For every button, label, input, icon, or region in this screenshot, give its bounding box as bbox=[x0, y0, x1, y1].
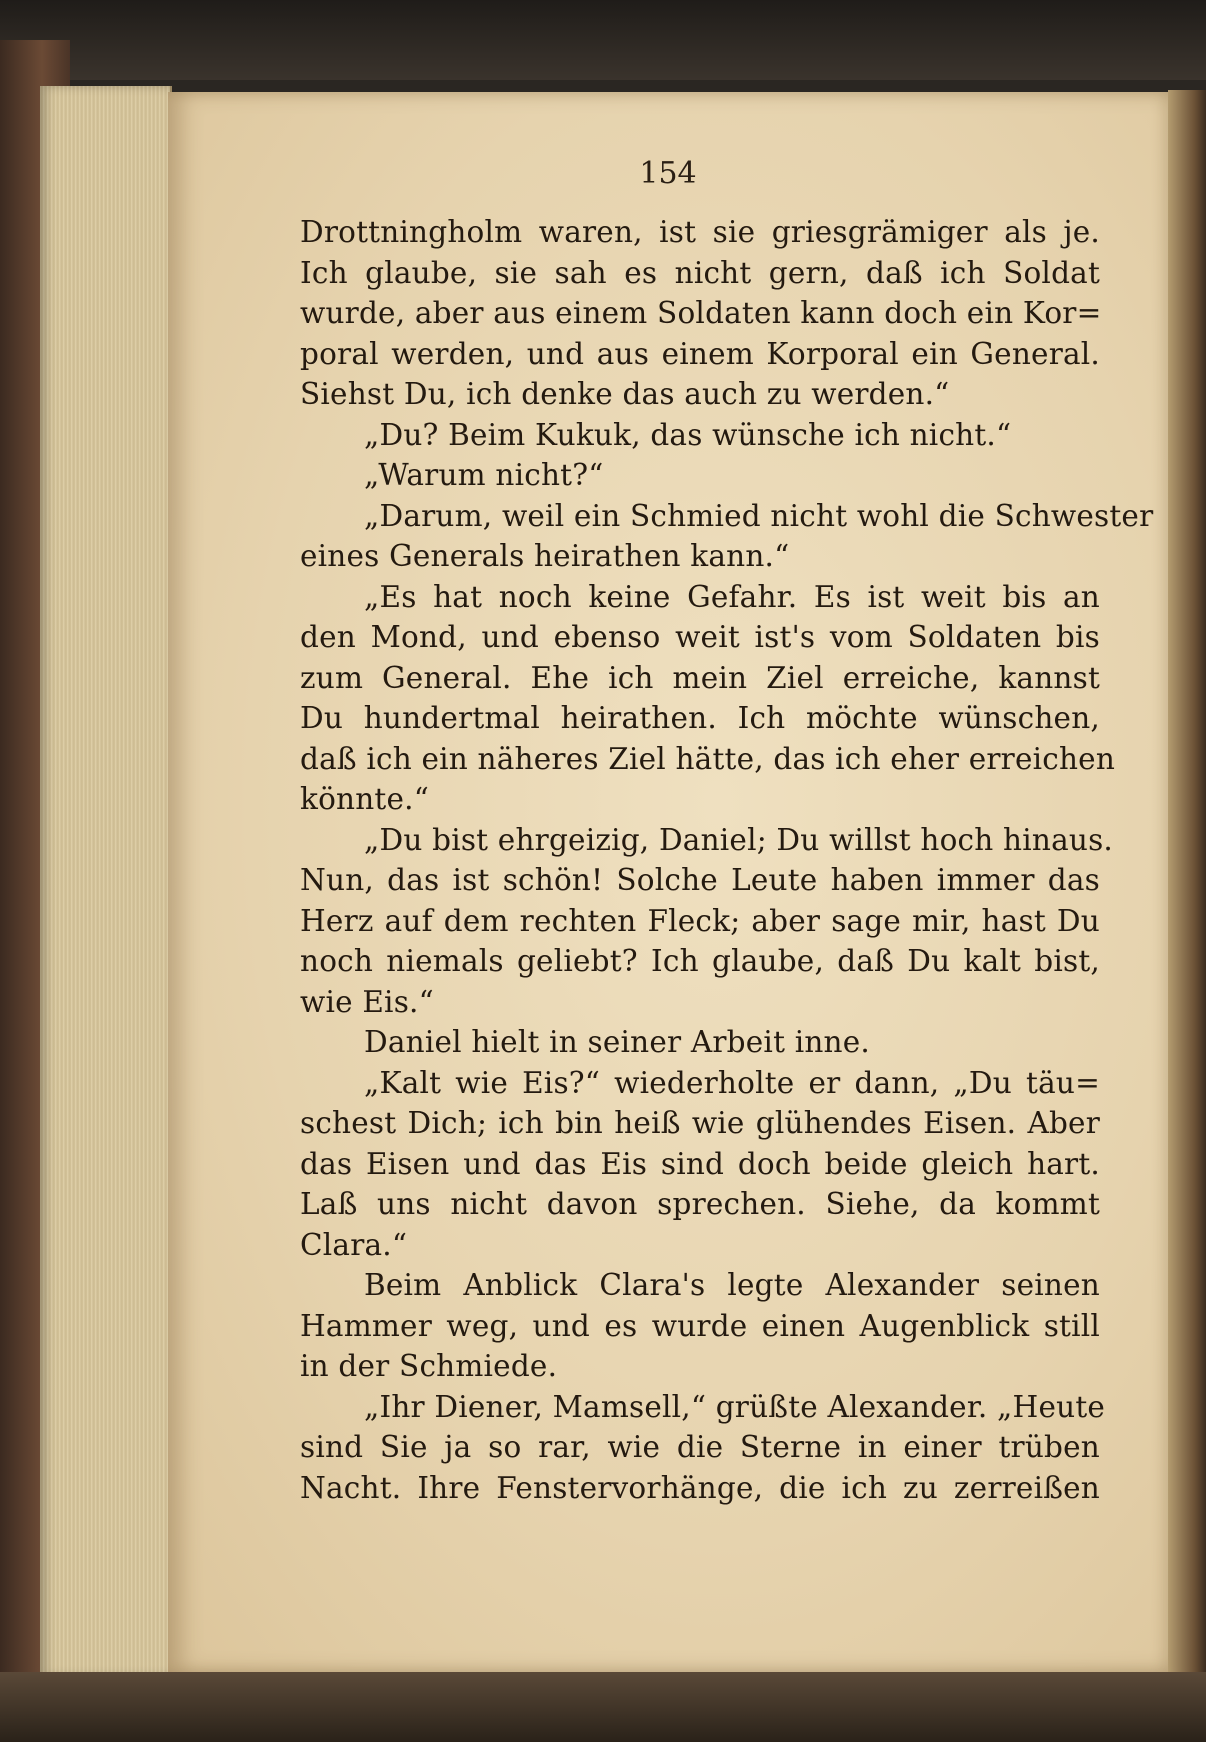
text-line: „Es hat noch keine Gefahr. Es ist weit bis an bbox=[364, 579, 1100, 614]
text-line: zum General. Ehe ich mein Ziel erreiche, kannst bbox=[300, 660, 1100, 695]
text-line: „Ihr Diener, Mamsell,“ grüßte Alexander. „Heute bbox=[364, 1389, 1106, 1424]
text-line: eines Generals heirathen kann.“ bbox=[300, 539, 790, 573]
text-line: „Du bist ehrgeizig, Daniel; Du willst hoch hinaus. bbox=[364, 822, 1113, 857]
body-text bbox=[300, 212, 1154, 1508]
text-line: Laß uns nicht davon sprechen. Siehe, da kommt bbox=[300, 1187, 1100, 1221]
text-line: Hammer weg, und es wurde einen Augenblick still bbox=[300, 1308, 1100, 1343]
text-line: daß ich ein näheres Ziel hätte, das ich eher erreichen bbox=[300, 741, 1116, 776]
text-line: sind Sie ja so rar, wie die Sterne in einer trüben bbox=[300, 1430, 1100, 1464]
text-line: Ich glaube, sie sah es nicht gern, daß ich Soldat bbox=[300, 255, 1100, 290]
text-line: wurde, aber aus einem Soldaten kann doch ein Kor= bbox=[300, 296, 1102, 330]
text-line: „Du? Beim Kukuk, das wünsche ich nicht.“ bbox=[364, 417, 1012, 452]
text-line: „Warum nicht?“ bbox=[364, 458, 604, 492]
text-line: „Darum, weil ein Schmied nicht wohl die Schwester bbox=[364, 498, 1154, 533]
facing-page-edge bbox=[1168, 90, 1206, 1680]
text-line: „Kalt wie Eis?“ wiederholte er dann, „Du täu= bbox=[364, 1065, 1100, 1100]
book-cover-top bbox=[0, 0, 1206, 80]
text-line: Drottningholm waren, ist sie griesgrämiger als je. bbox=[300, 215, 1100, 249]
book-page bbox=[168, 92, 1168, 1672]
text-line: könnte.“ bbox=[300, 782, 430, 816]
text-line: poral werden, und aus einem Korporal ein General. bbox=[300, 336, 1100, 371]
text-line: schest Dich; ich bin heiß wie glühendes Eisen. Aber bbox=[300, 1106, 1100, 1140]
text-line: Du hundertmal heirathen. Ich möchte wünschen, bbox=[300, 701, 1100, 735]
text-line: Beim Anblick Clara's legte Alexander seinen bbox=[364, 1268, 1100, 1302]
text-line: Siehst Du, ich denke das auch zu werden.“ bbox=[300, 377, 950, 411]
book-cover-bottom bbox=[0, 1672, 1206, 1742]
text-line: Daniel hielt in seiner Arbeit inne. bbox=[364, 1025, 870, 1059]
text-line: Herz auf dem rechten Fleck; aber sage mir, hast Du bbox=[300, 903, 1100, 938]
text-line: noch niemals geliebt? Ich glaube, daß Du kalt bist, bbox=[300, 944, 1100, 978]
text-line: in der Schmiede. bbox=[300, 1349, 558, 1383]
page-edges bbox=[40, 86, 172, 1676]
text-line: Nun, das ist schön! Solche Leute haben immer das bbox=[300, 863, 1100, 897]
text-line: Clara.“ bbox=[300, 1227, 408, 1262]
page-number: 154 bbox=[639, 156, 697, 191]
text-line: das Eisen und das Eis sind doch beide gleich hart. bbox=[300, 1146, 1100, 1181]
text-line: Nacht. Ihre Fenstervorhänge, die ich zu zerreißen bbox=[300, 1470, 1100, 1505]
text-line: wie Eis.“ bbox=[300, 984, 434, 1019]
text-line: den Mond, und ebenso weit ist's vom Soldaten bis bbox=[300, 620, 1100, 654]
